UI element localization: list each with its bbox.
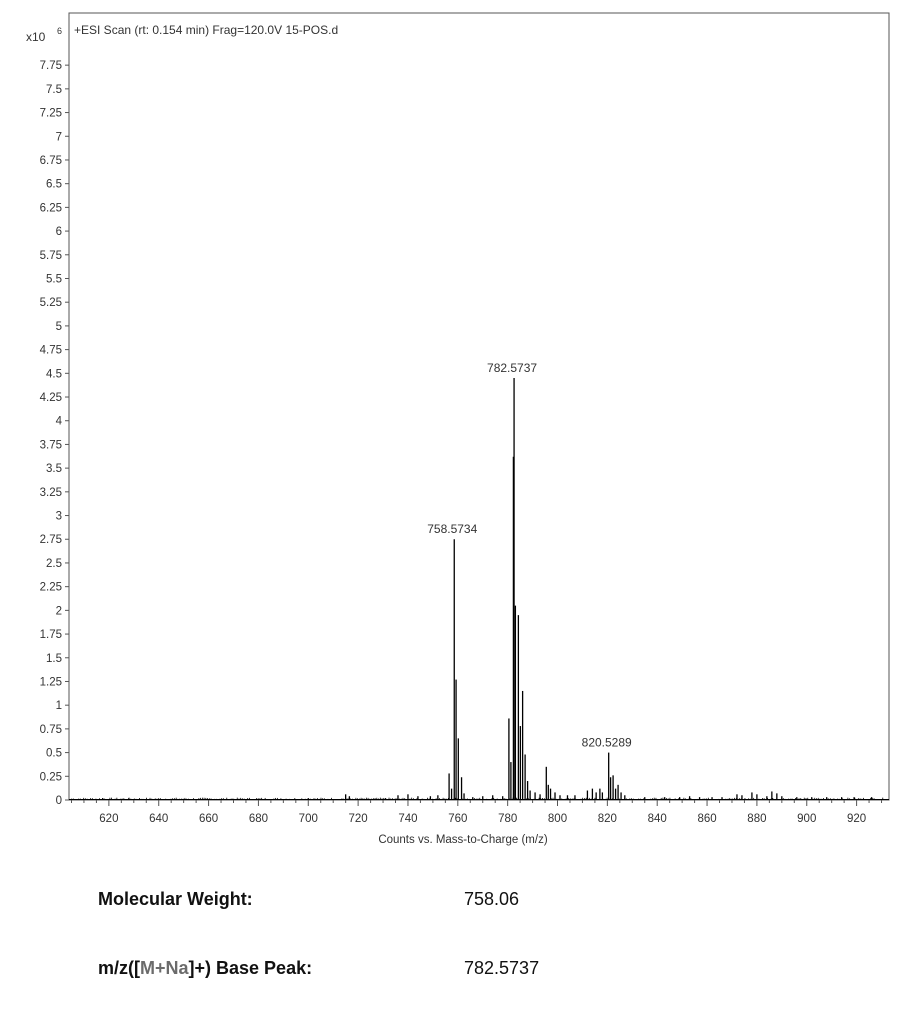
y-tick-label: 2.75 [39,534,62,547]
x-tick-label: 880 [747,813,767,825]
molecular-weight-value: 758.06 [464,889,520,909]
plot-frame [69,13,889,800]
base-peak-label [98,958,312,979]
x-tick-label: 740 [398,813,418,825]
peak-annotations-group [427,361,632,750]
base-peak-label-adduct: M+Na [140,958,189,978]
x-tick-label: 920 [847,813,867,825]
y-tick-label: 5.5 [46,273,62,286]
molecular-weight-label: Molecular Weight: [98,889,253,909]
x-tick-label: 720 [348,813,368,825]
y-tick-label: 4 [55,415,62,428]
y-tick-label: 6.75 [39,154,62,167]
y-tick-label: 5.25 [39,297,62,310]
peak-annotation-label: 758.5734 [427,522,478,537]
y-multiplier-exponent: 6 [57,26,63,36]
y-tick-label: 4.5 [46,368,62,381]
y-tick-label: 7.5 [46,83,62,96]
y-tick-label: 1.25 [39,676,62,689]
x-tick-label: 660 [198,813,219,825]
base-peak-value: 782.5737 [464,958,540,978]
plot-frame-group [69,13,889,800]
y-tick-label: 0.5 [46,747,62,760]
x-axis-label: Counts vs. Mass-to-Charge (m/z) [378,834,548,846]
y-tick-label: 2.25 [39,581,62,594]
x-tick-label: 820 [597,813,617,825]
y-tick-label: 7 [55,131,62,144]
y-tick-label: 6.5 [46,178,62,191]
y-tick-label: 1 [55,700,62,713]
y-tick-label: 7.25 [39,107,62,120]
x-tick-label: 760 [448,813,468,825]
x-tick-label: 680 [248,813,269,825]
x-tick-label: 640 [149,813,169,825]
y-tick-label: 0.25 [39,771,62,784]
x-tick-label: 780 [498,813,518,825]
x-tick-label: 900 [797,813,817,825]
y-axis-group [40,60,69,807]
y-tick-label: 0 [55,795,62,807]
y-tick-label: 5.75 [39,249,62,262]
y-tick-label: 3 [55,510,62,523]
y-tick-label: 4.75 [39,344,62,357]
y-tick-label: 1.5 [46,652,62,665]
x-tick-label: 840 [647,813,667,825]
x-tick-label: 620 [99,813,119,825]
x-tick-label: 800 [547,813,568,825]
x-axis-group [71,800,881,825]
y-tick-label: 3.5 [46,463,62,476]
y-tick-label: 4.25 [39,392,62,405]
y-tick-label: 2.5 [46,557,62,570]
peak-annotation-label: 782.5737 [487,361,538,376]
peak-annotation-label: 820.5289 [581,735,632,750]
y-tick-label: 3.25 [39,486,62,499]
chart-title: +ESI Scan (rt: 0.154 min) Frag=120.0V 15-POS.d [74,23,339,37]
base-peak-label-suffix: ]+) Base Peak: [188,958,313,978]
y-tick-label: 6.25 [39,202,62,215]
x-tick-label: 860 [697,813,717,825]
y-tick-label: 0.75 [39,723,62,736]
y-tick-label: 3.75 [39,439,62,452]
spectrum-peaks-group [69,378,889,800]
x-tick-label: 700 [298,813,318,825]
y-tick-label: 1.75 [39,629,62,642]
y-tick-label: 5 [55,320,62,333]
y-multiplier-base: x10 [26,30,46,44]
y-tick-label: 6 [55,226,62,239]
y-tick-label: 7.75 [39,60,62,73]
base-peak-label-prefix: m/z([ [98,958,140,978]
y-tick-label: 2 [55,605,62,618]
